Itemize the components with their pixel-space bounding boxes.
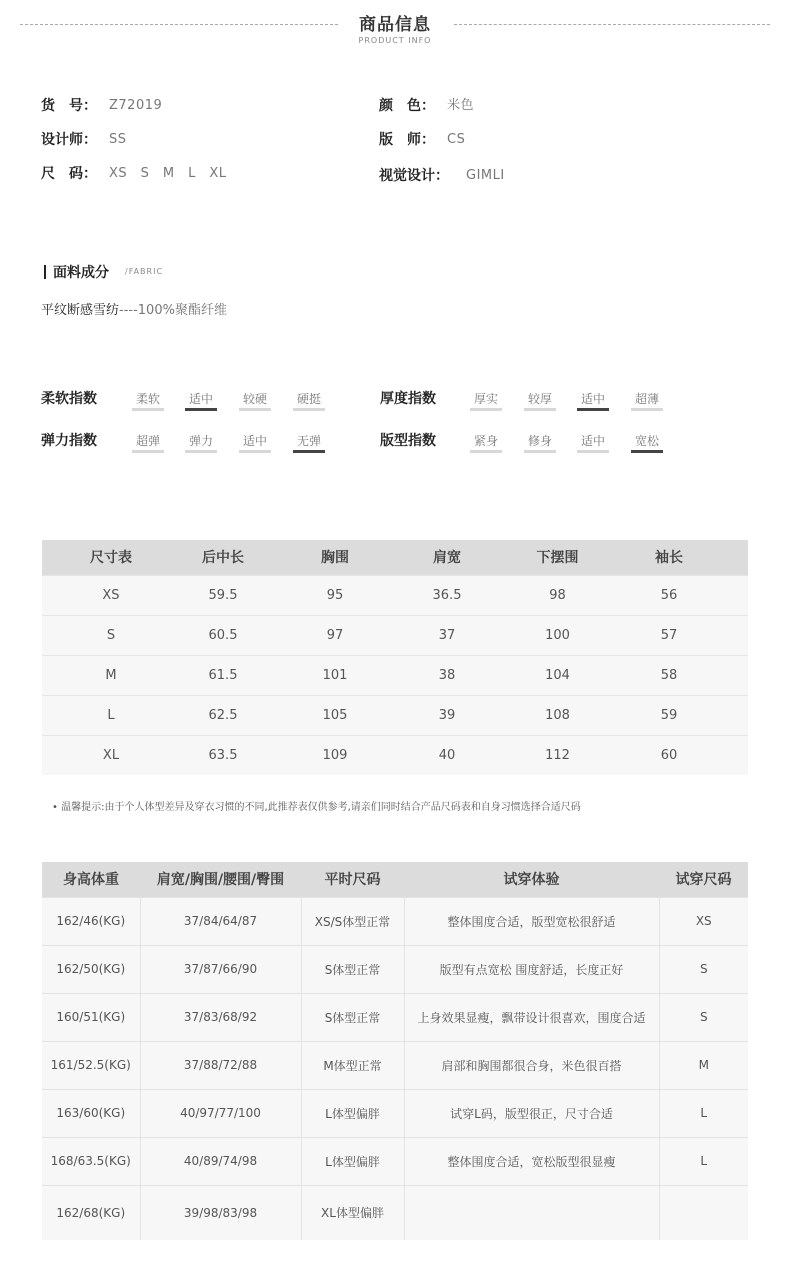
index-option-selected-underline [631, 450, 663, 453]
size-table-cell: 38 [404, 655, 490, 695]
index-option-underline [631, 408, 663, 411]
index-label-fit: 版型指数 [380, 433, 436, 449]
index-option-soft: 柔软 [135, 392, 160, 406]
size-table-cell: 40 [404, 735, 490, 775]
fit-table-cell: M [659, 1041, 748, 1089]
size-table-cell: 104 [490, 655, 625, 695]
fit-table-cell: L [659, 1089, 748, 1137]
index-option-thick: 较厚 [527, 392, 552, 406]
size-header-cell: 肩宽 [404, 540, 490, 575]
fabric-percent: ----100%聚酯纤维 [119, 303, 227, 318]
size-table-cell: 62.5 [180, 695, 266, 735]
index-option-fit: 修身 [527, 434, 552, 448]
size-table-filler [713, 735, 748, 775]
fit-header-cell: 试穿尺码 [659, 862, 748, 897]
size-table-cell: L [42, 695, 180, 735]
index-option-elastic: 弹力 [188, 434, 213, 448]
index-option-soft: 硬挺 [296, 392, 321, 406]
fit-table-cell: 162/46(KG) [42, 897, 140, 945]
index-option-underline [470, 408, 502, 411]
size-header-cell: 下摆围 [490, 540, 625, 575]
size-table-cell: 63.5 [180, 735, 266, 775]
size-table-cell: XL [42, 735, 180, 775]
fit-table-row [42, 1041, 748, 1089]
index-option-underline [132, 408, 164, 411]
fit-header-cell: 平时尺码 [301, 862, 404, 897]
index-option-fit: 宽松 [634, 434, 659, 448]
index-option-underline [524, 450, 556, 453]
fit-table-cell [404, 1185, 659, 1240]
fit-table-cell [659, 1185, 748, 1240]
size-table-cell: M [42, 655, 180, 695]
fit-table-cell: 37/88/72/88 [140, 1041, 301, 1089]
size-table-cell: 59.5 [180, 575, 266, 615]
index-option-fit: 紧身 [473, 434, 498, 448]
size-table-filler [713, 575, 748, 615]
index-option-soft: 较硬 [242, 392, 267, 406]
fit-table-row [42, 1137, 748, 1185]
fabric-title: 面料成分 [53, 265, 109, 281]
index-option-thick: 超薄 [634, 392, 659, 406]
fit-table-cell: S [659, 945, 748, 993]
section-subtitle: PRODUCT INFO [358, 36, 432, 45]
index-label-soft: 柔软指数 [41, 391, 97, 407]
index-option-underline [577, 450, 609, 453]
size-table-cell: 60.5 [180, 615, 266, 655]
size-table-row [42, 695, 748, 735]
size-table [42, 540, 748, 775]
fit-table-cell: 163/60(KG) [42, 1089, 140, 1137]
size-table-filler [713, 615, 748, 655]
size-note: • 温馨提示:由于个人体型差异及穿衣习惯的不同,此推荐表仅供参考,请亲们同时结合产品尺码表和自身习惯选择合适尺码 [52, 802, 581, 813]
size-header-cell: 尺寸表 [42, 540, 180, 575]
size-table-cell: 59 [625, 695, 713, 735]
size-table-cell: 36.5 [404, 575, 490, 615]
fit-table-cell: M体型正常 [301, 1041, 404, 1089]
index-option-soft: 适中 [188, 392, 213, 406]
fit-header-cell: 肩宽/胸围/腰围/臀围 [140, 862, 301, 897]
size-table-cell: 97 [266, 615, 404, 655]
visual-design-value: GIMLI [466, 168, 505, 183]
fit-table-cell: 整体围度合适，宽松版型很显瘦 [404, 1137, 659, 1185]
size-table-row [42, 655, 748, 695]
fit-table-cell: 160/51(KG) [42, 993, 140, 1041]
size-table-cell: 58 [625, 655, 713, 695]
index-option-underline [132, 450, 164, 453]
index-option-underline [239, 408, 271, 411]
fabric-subtitle: /FABRIC [125, 267, 164, 276]
index-option-elastic: 无弹 [296, 434, 321, 448]
index-label-elastic: 弹力指数 [41, 433, 97, 449]
size-table-cell: 56 [625, 575, 713, 615]
size-table-cell: S [42, 615, 180, 655]
sizes-label: 尺 码： [41, 166, 97, 182]
fit-header-cell: 身高体重 [42, 862, 140, 897]
index-option-underline [524, 408, 556, 411]
size-table-cell: 109 [266, 735, 404, 775]
color-value: 米色 [447, 98, 475, 113]
index-option-thick: 厚实 [473, 392, 498, 406]
fit-table-row [42, 945, 748, 993]
fit-table-cell: 整体围度合适，版型宽松很舒适 [404, 897, 659, 945]
fit-table-cell: 37/87/66/90 [140, 945, 301, 993]
size-table-header [42, 540, 748, 575]
size-table-cell: 100 [490, 615, 625, 655]
fabric-name: 平纹断感雪纺 [41, 303, 120, 318]
size-table-cell: 112 [490, 735, 625, 775]
index-option-underline [185, 450, 217, 453]
fit-table-cell: 试穿L码，版型很正，尺寸合适 [404, 1089, 659, 1137]
size-table-cell: 105 [266, 695, 404, 735]
index-option-selected-underline [577, 408, 609, 411]
size-table-row [42, 735, 748, 775]
item-no-value: Z72019 [109, 98, 163, 113]
fit-table-row [42, 1185, 748, 1240]
size-table-cell: 60 [625, 735, 713, 775]
index-option-underline [293, 408, 325, 411]
fit-table-row [42, 897, 748, 945]
fit-table-row [42, 1089, 748, 1137]
visual-design-label: 视觉设计： [379, 168, 449, 184]
size-table-filler [713, 655, 748, 695]
fit-table [42, 862, 748, 1240]
fabric-composition [41, 299, 227, 318]
fit-table-cell: 40/89/74/98 [140, 1137, 301, 1185]
size-header-cell: 后中长 [180, 540, 266, 575]
size-table-cell: 37 [404, 615, 490, 655]
fit-table-header [42, 862, 748, 897]
fit-table-cell: S体型正常 [301, 993, 404, 1041]
item-no-label: 货 号： [41, 98, 97, 114]
size-header-cell: 袖长 [625, 540, 713, 575]
fit-header-cell: 试穿体验 [404, 862, 659, 897]
fit-table-cell: 168/63.5(KG) [42, 1137, 140, 1185]
index-option-fit: 适中 [580, 434, 605, 448]
size-table-cell: 108 [490, 695, 625, 735]
fit-table-cell: XS [659, 897, 748, 945]
size-table-row [42, 615, 748, 655]
size-table-cell: 61.5 [180, 655, 266, 695]
size-header-cell: 胸围 [266, 540, 404, 575]
fit-table-cell: XL体型偏胖 [301, 1185, 404, 1240]
size-table-cell: 95 [266, 575, 404, 615]
pattern-maker-value: CS [447, 132, 466, 147]
fit-table-cell: L体型偏胖 [301, 1137, 404, 1185]
size-table-cell: 57 [625, 615, 713, 655]
size-table-cell: 98 [490, 575, 625, 615]
fit-table-cell: 37/84/64/87 [140, 897, 301, 945]
fit-table-cell: L体型偏胖 [301, 1089, 404, 1137]
section-title: 商品信息 [359, 15, 431, 35]
fit-table-cell: S体型正常 [301, 945, 404, 993]
fabric-title-bar [44, 265, 46, 279]
fit-table-cell: 161/52.5(KG) [42, 1041, 140, 1089]
fit-table-cell: 版型有点宽松 围度舒适，长度正好 [404, 945, 659, 993]
index-option-selected-underline [293, 450, 325, 453]
size-table-row [42, 575, 748, 615]
index-label-thick: 厚度指数 [380, 391, 436, 407]
index-option-underline [239, 450, 271, 453]
size-table-cell: 101 [266, 655, 404, 695]
size-table-cell: 39 [404, 695, 490, 735]
fit-table-cell: 162/68(KG) [42, 1185, 140, 1240]
fit-table-cell: 40/97/77/100 [140, 1089, 301, 1137]
index-option-elastic: 超弹 [135, 434, 160, 448]
fit-table-cell: 肩部和胸围都很合身，米色很百搭 [404, 1041, 659, 1089]
index-option-thick: 适中 [580, 392, 605, 406]
index-option-elastic: 适中 [242, 434, 267, 448]
fit-table-row [42, 993, 748, 1041]
sizes-value: XS S M L XL [109, 166, 227, 181]
fit-table-cell: 上身效果显瘦，飘带设计很喜欢，围度合适 [404, 993, 659, 1041]
size-table-filler [713, 695, 748, 735]
fit-table-cell: 162/50(KG) [42, 945, 140, 993]
fit-table-cell: L [659, 1137, 748, 1185]
size-table-cell: XS [42, 575, 180, 615]
color-label: 颜 色： [379, 98, 435, 114]
index-option-underline [470, 450, 502, 453]
index-option-selected-underline [185, 408, 217, 411]
designer-label: 设计师： [41, 132, 97, 148]
pattern-maker-label: 版 师： [379, 132, 435, 148]
fit-table-cell: 39/98/83/98 [140, 1185, 301, 1240]
size-header-filler [713, 540, 748, 575]
designer-value: SS [109, 132, 127, 147]
fit-table-cell: S [659, 993, 748, 1041]
fit-table-cell: 37/83/68/92 [140, 993, 301, 1041]
fit-table-cell: XS/S体型正常 [301, 897, 404, 945]
